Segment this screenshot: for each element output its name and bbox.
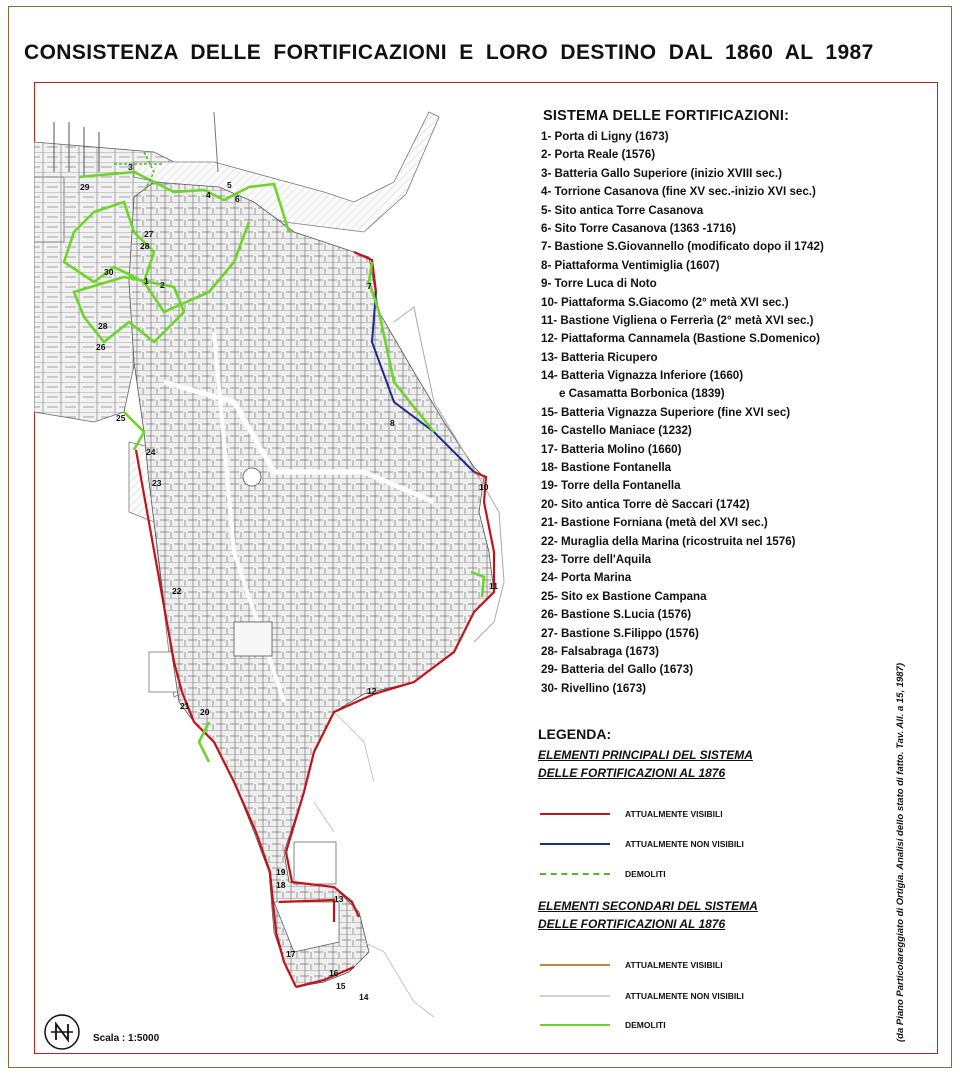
map-num-10: 10 (479, 482, 489, 492)
map-num-1: 1 (144, 276, 149, 286)
legend-secondary-title-line1: ELEMENTI SECONDARI DEL SISTEMA (538, 899, 758, 913)
list-item: 28- Falsabraga (1673) (541, 644, 659, 658)
fortification-list (541, 128, 824, 698)
map-num-8: 8 (390, 418, 395, 428)
map-num-13: 13 (334, 894, 344, 904)
legend-secondary-title (538, 897, 758, 933)
map-num-17: 17 (286, 949, 296, 959)
legend-label: DEMOLITI (625, 1020, 666, 1030)
legend-swatch-blue (540, 843, 610, 845)
map-num-27: 27 (144, 229, 154, 239)
list-item: 8- Piattaforma Ventimiglia (1607) (541, 258, 720, 272)
legend-swatch-light (540, 995, 610, 997)
scale-label: Scala : 1:5000 (93, 1033, 160, 1044)
legend-label: ATTUALMENTE NON VISIBILI (625, 839, 744, 849)
legend-primary-title (538, 746, 753, 782)
legend-primary-title-line2: DELLE FORTIFICAZIONI AL 1876 (538, 766, 726, 780)
map-num-16: 16 (329, 968, 339, 978)
legend-label: ATTUALMENTE VISIBILI (625, 809, 723, 819)
list-item: 1- Porta di Ligny (1673) (541, 130, 669, 143)
map-num-12: 12 (367, 686, 377, 696)
legend-swatch-tan (540, 964, 610, 966)
list-item: 7- Bastione S.Giovannello (modificato dopo il 1742) (541, 240, 824, 254)
list-item: 25- Sito ex Bastione Campana (541, 589, 707, 603)
map-num-26: 26 (96, 342, 106, 352)
source-note: (da Piano Particolareggiato di Ortigia. Analisi dello stato di fatto. Tav. All. a 15, 1987) (895, 662, 906, 1042)
list-item: 23- Torre dell'Aquila (541, 552, 652, 566)
map-num-25: 25 (116, 413, 126, 423)
legend-label: ATTUALMENTE NON VISIBILI (625, 991, 744, 1001)
legend-heading: LEGENDA: (538, 726, 612, 742)
list-item: 11- Bastione Vigliena o Ferrerìa (2° metà XVI sec.) (541, 313, 814, 327)
map-num-28: 28 (98, 321, 108, 331)
map-num-6: 6 (235, 194, 240, 204)
ortigia-map (34, 82, 534, 1052)
legend-primary-title-line1: ELEMENTI PRINCIPALI DEL SISTEMA (538, 748, 753, 762)
legend-label: DEMOLITI (625, 869, 666, 879)
map-num-19: 19 (276, 867, 286, 877)
map-num-20: 20 (200, 707, 210, 717)
list-item: 14- Batteria Vignazza Inferiore (1660) (541, 369, 744, 383)
list-item: 20- Sito antica Torre dè Saccari (1742) (541, 497, 750, 511)
legend-swatch-green-dashed (540, 873, 610, 875)
list-item: 22- Muraglia della Marina (ricostruita nel 1576) (541, 534, 796, 548)
map-num-28b: 28 (140, 241, 150, 251)
map-title: CONSISTENZA DELLE FORTIFICAZIONI E LORO DESTINO DAL 1860 AL 1987 (24, 41, 874, 64)
legend-swatch-green (540, 1024, 610, 1026)
map-num-11: 11 (489, 581, 498, 591)
map-num-29: 29 (80, 182, 90, 192)
list-item: 21- Bastione Forniana (metà del XVI sec.) (541, 516, 768, 530)
list-item: 13- Batteria Ricupero (541, 350, 658, 364)
list-item: 19- Torre della Fontanella (541, 479, 681, 493)
list-item: 27- Bastione S.Filippo (1576) (541, 626, 699, 640)
map-num-4: 4 (206, 190, 211, 200)
list-item: 17- Batteria Molino (1660) (541, 442, 682, 456)
map-num-22: 22 (172, 586, 182, 596)
list-item: 3- Batteria Gallo Superiore (inizio XVIII sec.) (541, 166, 782, 180)
map-num-15: 15 (336, 981, 346, 991)
map-num-23: 23 (152, 478, 162, 488)
north-arrow-icon (42, 1012, 82, 1052)
map-num-3: 3 (128, 162, 133, 172)
map-num-24: 24 (146, 447, 156, 457)
map-num-2: 2 (160, 280, 165, 290)
list-item: 4- Torrione Casanova (fine XV sec.-inizio XVI sec.) (541, 185, 816, 199)
legend-swatch-red (540, 813, 610, 815)
list-item: 24- Porta Marina (541, 571, 632, 585)
map-num-30: 30 (104, 267, 114, 277)
list-item: 29- Batteria del Gallo (1673) (541, 663, 694, 677)
map-num-14: 14 (359, 992, 369, 1002)
list-item: 12- Piattaforma Cannamela (Bastione S.Domenico) (541, 332, 820, 346)
map-num-7: 7 (367, 281, 372, 291)
legend-label: ATTUALMENTE VISIBILI (625, 960, 723, 970)
map-num-5: 5 (227, 180, 232, 190)
list-item: 9- Torre Luca di Noto (541, 277, 657, 291)
list-item: 2- Porta Reale (1576) (541, 148, 656, 162)
list-item: 26- Bastione S.Lucia (1576) (541, 608, 692, 622)
system-heading: SISTEMA DELLE FORTIFICAZIONI: (543, 108, 790, 124)
list-item: 5- Sito antica Torre Casanova (541, 203, 704, 217)
list-item: 16- Castello Maniace (1232) (541, 424, 692, 438)
list-item: 6- Sito Torre Casanova (1363 -1716) (541, 221, 737, 235)
legend-secondary-title-line2: DELLE FORTIFICAZIONI AL 1876 (538, 917, 726, 931)
map-num-18: 18 (276, 880, 286, 890)
list-item: e Casamatta Borbonica (1839) (559, 387, 725, 401)
list-item: 15- Batteria Vignazza Superiore (fine XVI sec) (541, 405, 791, 419)
list-item: 18- Bastione Fontanella (541, 461, 672, 475)
map-num-21: 21 (180, 701, 190, 711)
list-item: 10- Piattaforma S.Giacomo (2° metà XVI sec.) (541, 295, 789, 309)
list-item: 30- Rivellino (1673) (541, 681, 647, 695)
